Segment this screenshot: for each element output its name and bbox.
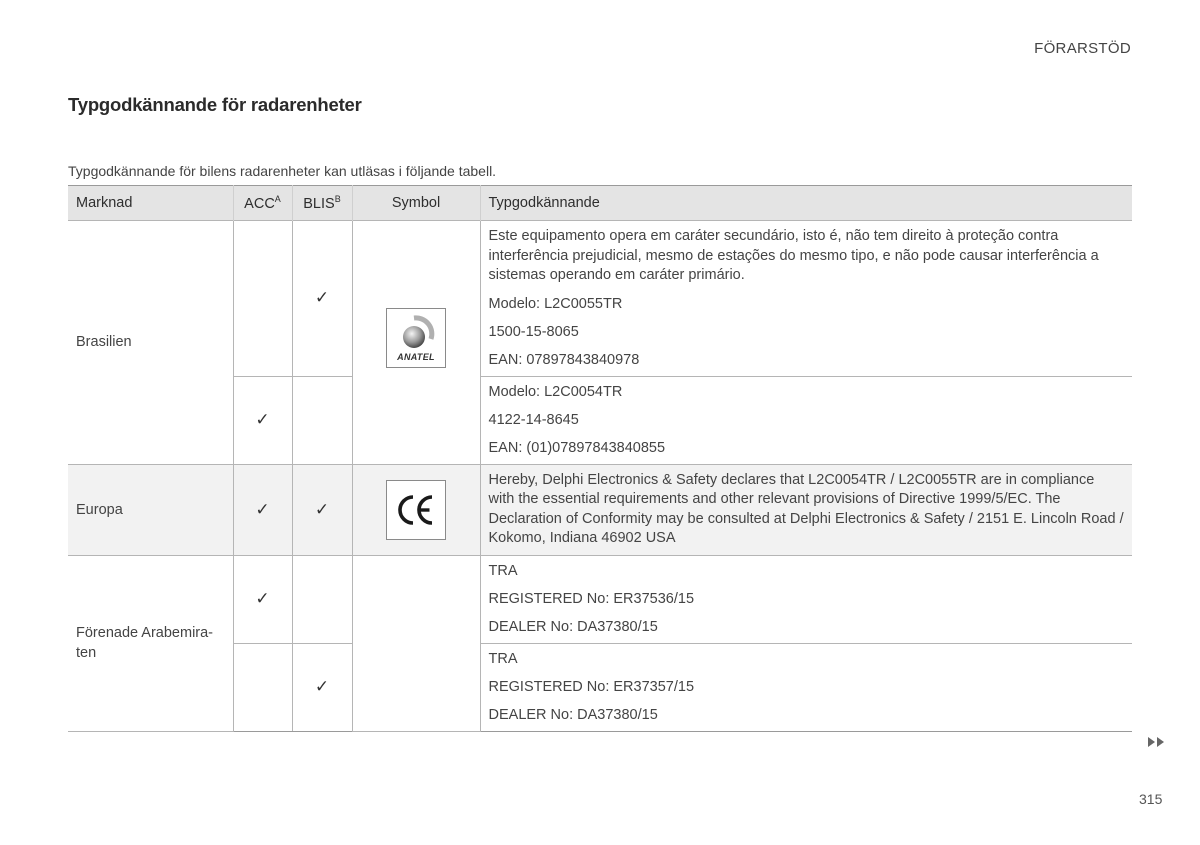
intro-text: Typgodkännande för bilens radarenheter kan utläsas i följande tabell.	[68, 163, 497, 179]
approval-authority: TRA	[488, 650, 518, 667]
approval-model: Modelo: L2C0054TR	[488, 383, 623, 400]
approval-code: 4122-14-8645	[488, 411, 579, 428]
anatel-sphere-icon	[387, 309, 445, 351]
ce-mark-icon	[387, 481, 445, 539]
col-header-symbol: Symbol	[352, 186, 480, 221]
col-header-blis: $BLIS^B$	[292, 186, 352, 221]
approval-registered-no: REGISTERED No: ER37357/15	[488, 678, 695, 695]
symbol-cell-brazil	[352, 221, 480, 465]
page-title: Typgodkännande för radarenheter	[68, 94, 362, 115]
approval-cell-europe	[480, 464, 1132, 555]
anatel-logo	[386, 308, 446, 368]
approval-cell-brazil-2	[480, 376, 1132, 464]
section-label: FÖRARSTÖD	[1034, 40, 1131, 57]
market-cell-europe: Europa	[68, 464, 233, 555]
table-row	[68, 464, 1132, 555]
acc-check: ✓	[233, 555, 292, 643]
approval-cell-uae-2	[480, 643, 1132, 731]
page-number: 315	[1139, 791, 1163, 807]
table-row	[68, 555, 1132, 643]
acc-cell-empty	[233, 221, 292, 377]
approval-ean: EAN: 07897843840978	[488, 351, 640, 368]
approval-ean: EAN: (01)07897843840855	[488, 439, 666, 456]
approval-table	[68, 185, 1132, 732]
approval-cell-uae-1	[480, 555, 1132, 643]
approval-registered-no: REGISTERED No: ER37536/15	[488, 590, 695, 607]
table-header-row	[68, 186, 1132, 221]
col-header-acc: $ACC^A$	[233, 186, 292, 221]
approval-cell-brazil-1	[480, 221, 1132, 377]
market-cell-uae: Förenade Arabemira-ten	[68, 555, 233, 731]
symbol-cell-uae	[352, 555, 480, 731]
approval-authority: TRA	[488, 562, 518, 579]
approval-text: Este equipamento opera em caráter secundário, isto é, não tem direito à proteção contra interferência prejudicial, mesmo de estações do mesmo tipo, e não pode causar interferência a sistemas operando em caráter primário.	[488, 228, 1099, 283]
approval-dealer-no: DEALER No: DA37380/15	[488, 618, 658, 635]
anatel-logo-text: ANATEL	[397, 352, 435, 362]
acc-cell-empty	[233, 643, 292, 731]
approval-code: 1500-15-8065	[488, 323, 579, 340]
acc-check: ✓	[233, 376, 292, 464]
approval-dealer-no: DEALER No: DA37380/15	[488, 706, 658, 723]
blis-check: ✓	[292, 221, 352, 377]
ce-mark-logo	[386, 480, 446, 540]
blis-check: ✓	[292, 643, 352, 731]
blis-check: ✓	[292, 464, 352, 555]
table-row	[68, 221, 1132, 377]
acc-check: ✓	[233, 464, 292, 555]
col-header-approval: Typgodkännande	[480, 186, 1132, 221]
symbol-cell-europe	[352, 464, 480, 555]
double-arrow-right-icon	[1147, 735, 1167, 753]
approval-text: Hereby, Delphi Electronics & Safety declares that L2C0054TR / L2C0055TR are in compliance with the essential requirements and other relevant provisions of Directive 1999/5/EC. The Declaration of Conformity may be consulted at Delphi Electronics & Safety / 2151 E. Lincoln Road / Kokomo, Indiana 46902 USA	[488, 471, 1124, 546]
blis-cell-empty	[292, 376, 352, 464]
approval-model: Modelo: L2C0055TR	[488, 295, 623, 312]
col-header-market: Marknad	[68, 186, 233, 221]
blis-cell-empty	[292, 555, 352, 643]
market-cell-brazil: Brasilien	[68, 221, 233, 465]
